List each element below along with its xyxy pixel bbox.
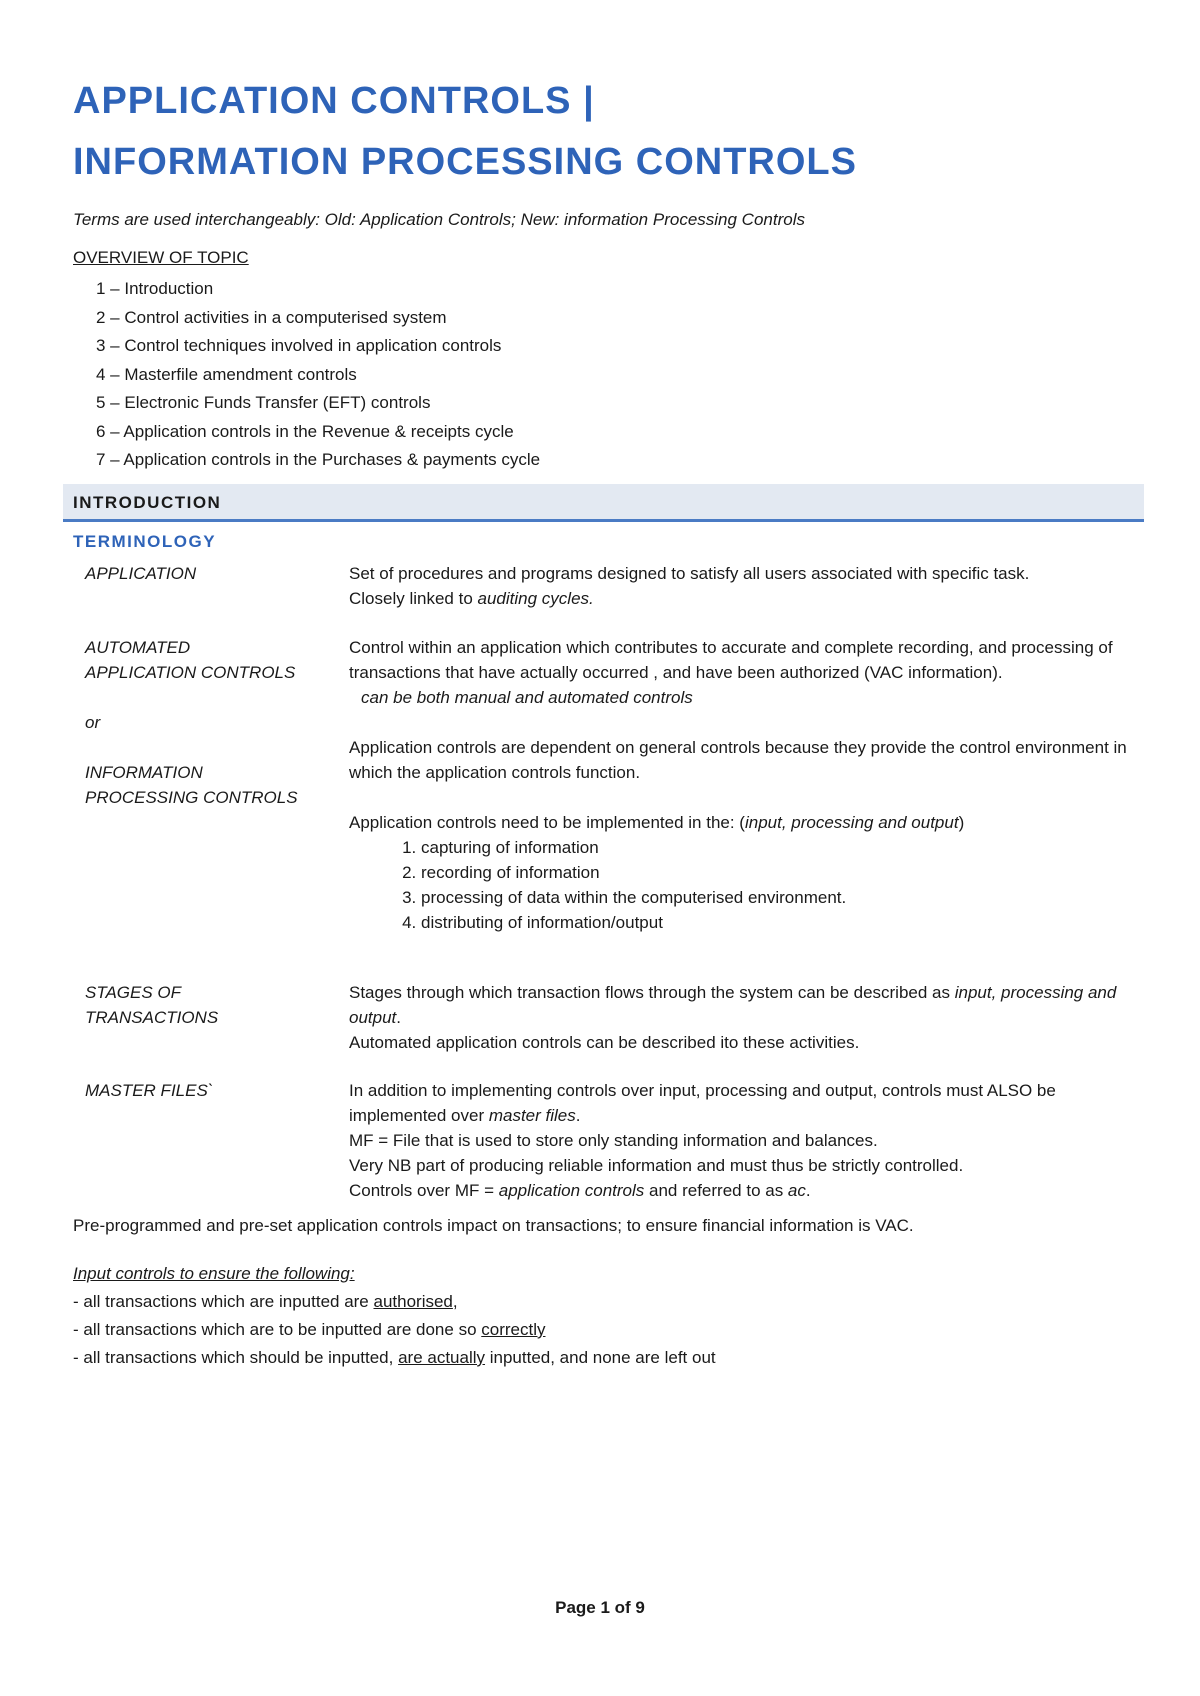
overview-heading: OVERVIEW OF TOPIC bbox=[73, 248, 249, 267]
input-control-line bbox=[73, 1317, 545, 1342]
term-master-files: MASTER FILES` bbox=[85, 1081, 214, 1100]
implementation-list bbox=[349, 835, 1129, 935]
spacer bbox=[85, 735, 298, 760]
term-label: APPLICATION CONTROLS bbox=[85, 663, 296, 682]
text-part: - all transactions which are inputted are bbox=[73, 1292, 374, 1311]
input-controls-heading: Input controls to ensure the following: bbox=[73, 1264, 355, 1283]
def-text-italic: input, processing and output bbox=[744, 813, 959, 832]
def-text-part: . bbox=[575, 1106, 581, 1125]
def-master-files bbox=[349, 1078, 1129, 1203]
term-application: APPLICATION bbox=[85, 564, 197, 583]
list-item: 4. distributing of information/output bbox=[421, 910, 1129, 935]
def-text-part: Closely linked to bbox=[349, 589, 478, 608]
def-automated bbox=[349, 635, 1129, 935]
term-automated bbox=[85, 635, 298, 810]
def-text: Very NB part of producing reliable information and must thus be strictly controlled. bbox=[349, 1156, 964, 1175]
def-text: Automated application controls can be described ito these activities. bbox=[349, 1033, 860, 1052]
def-text bbox=[349, 810, 1129, 835]
section-title: INTRODUCTION bbox=[73, 493, 222, 512]
def-text: can be both manual and automated controls bbox=[361, 688, 693, 707]
input-control-line bbox=[73, 1345, 716, 1370]
def-text-part: . bbox=[805, 1181, 811, 1200]
spacer bbox=[349, 710, 1129, 735]
def-text bbox=[349, 980, 1129, 1030]
page-title-line-2: INFORMATION PROCESSING CONTROLS bbox=[73, 141, 857, 183]
overview-item: 4 – Masterfile amendment controls bbox=[96, 364, 357, 384]
def-text-part: Controls over MF = bbox=[349, 1181, 499, 1200]
spacer bbox=[85, 685, 298, 710]
term-stages bbox=[85, 980, 218, 1030]
overview-item: 3 – Control techniques involved in application controls bbox=[96, 336, 502, 355]
def-stages bbox=[349, 980, 1129, 1055]
def-text-part: Application controls need to be implemented in the: ( bbox=[349, 813, 745, 832]
text-part: - all transactions which are to be inputted are done so bbox=[73, 1320, 482, 1339]
def-text-part: ) bbox=[958, 813, 965, 832]
def-text: Application controls are dependent on general controls because they provide the control environment in which the application controls function. bbox=[349, 738, 1127, 782]
def-text bbox=[349, 1078, 1129, 1128]
list-item: 2. recording of information bbox=[421, 860, 1129, 885]
spacer bbox=[349, 785, 1129, 810]
def-text: MF = File that is used to store only standing information and balances. bbox=[349, 1131, 878, 1150]
overview-item: 1 – Introduction bbox=[96, 279, 214, 298]
list-item: 1. capturing of information bbox=[421, 835, 1129, 860]
list-item: 3. processing of data within the computerised environment. bbox=[421, 885, 1129, 910]
def-text bbox=[349, 586, 1129, 611]
page-number-footer: Page 1 of 9 bbox=[555, 1598, 645, 1617]
underlined-text: are actually bbox=[398, 1348, 486, 1367]
text-part: , bbox=[452, 1292, 458, 1311]
def-text-part: Stages through which transaction flows through the system can be described as bbox=[349, 983, 955, 1002]
text-part: inputted, and none are left out bbox=[485, 1348, 716, 1367]
summary-text: Pre-programmed and pre-set application controls impact on transactions; to ensure financial information is VAC. bbox=[73, 1216, 914, 1235]
def-text-italic: master files bbox=[488, 1106, 576, 1125]
term-label: PROCESSING CONTROLS bbox=[85, 788, 298, 807]
def-application bbox=[349, 561, 1129, 611]
term-label: STAGES OF bbox=[85, 983, 182, 1002]
page-title-line-1: APPLICATION CONTROLS | bbox=[73, 80, 595, 122]
overview-item: 5 – Electronic Funds Transfer (EFT) controls bbox=[96, 393, 431, 412]
subtitle-note: Terms are used interchangeably: Old: Application Controls; New: information Processing Controls bbox=[73, 210, 805, 229]
def-text-part: In addition to implementing controls over input, processing and output, controls must ALSO be implemented over bbox=[349, 1081, 1056, 1125]
section-header-bar bbox=[63, 484, 1144, 522]
def-text: Control within an application which contributes to accurate and complete recording, and processing of transactions that have actually occurred , and have been authorized (VAC information). bbox=[349, 638, 1113, 682]
overview-item: 6 – Application controls in the Revenue & receipts cycle bbox=[96, 421, 514, 441]
underlined-text: correctly bbox=[481, 1320, 546, 1339]
overview-list bbox=[96, 275, 540, 475]
input-control-line bbox=[73, 1289, 458, 1314]
term-label: AUTOMATED bbox=[85, 638, 191, 657]
def-text: Set of procedures and programs designed to satisfy all users associated with specific task. bbox=[349, 564, 1030, 583]
def-text bbox=[349, 1178, 1129, 1203]
text-part: - all transactions which should be inputted, bbox=[73, 1348, 399, 1367]
term-or: or bbox=[85, 713, 101, 732]
overview-item: 7 – Application controls in the Purchases & payments cycle bbox=[96, 450, 541, 469]
def-text-italic: auditing cycles. bbox=[477, 589, 594, 608]
terminology-heading: TERMINOLOGY bbox=[73, 532, 217, 551]
def-text-italic: input, processing and output bbox=[349, 983, 1117, 1027]
term-label: INFORMATION bbox=[85, 763, 203, 782]
def-text-part: . bbox=[396, 1008, 401, 1027]
term-label: TRANSACTIONS bbox=[85, 1008, 219, 1027]
overview-item: 2 – Control activities in a computerised system bbox=[96, 307, 447, 327]
def-text-part: and referred to as bbox=[644, 1181, 788, 1200]
def-text-italic: ac bbox=[787, 1181, 806, 1200]
underlined-text: authorised bbox=[373, 1292, 453, 1311]
def-text-italic: application controls bbox=[498, 1181, 645, 1200]
